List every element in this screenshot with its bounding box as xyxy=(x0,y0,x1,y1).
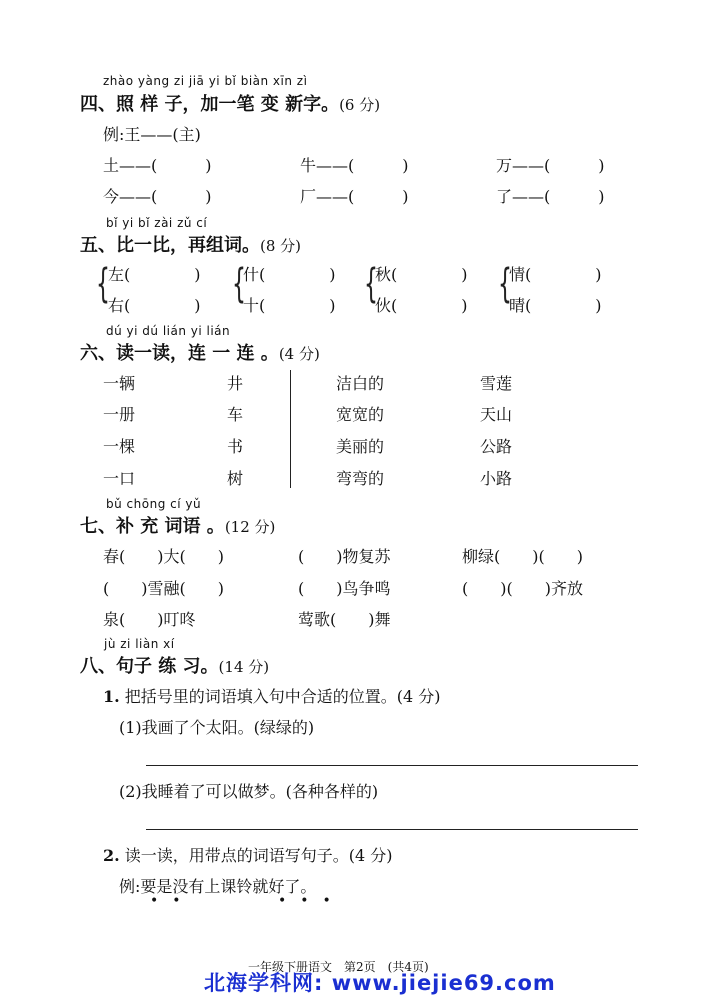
question-1-a: (1)我画了个太阳。(绿绿的) xyxy=(119,718,315,737)
pair4-top[interactable]: 情( ) xyxy=(509,265,602,284)
match-left-item[interactable]: 一辆 xyxy=(103,374,136,393)
section6-points: (4 分) xyxy=(278,345,320,363)
section6-title-text: 六、读一读，连 一 连 。 xyxy=(80,343,279,364)
match-right-item[interactable]: 天山 xyxy=(480,405,513,424)
match-right-item[interactable]: 小路 xyxy=(480,469,513,488)
divider-line xyxy=(290,370,291,488)
brace-icon: { xyxy=(364,261,378,307)
answer-line[interactable] xyxy=(146,829,638,830)
pair1-top[interactable]: 左( ) xyxy=(108,265,201,284)
section4-pinyin: zhào yàng zi jiā yi bǐ biàn xīn zì xyxy=(103,74,308,88)
question-2 xyxy=(103,843,393,866)
emphasis-dots: • • xyxy=(150,893,181,909)
fill-item[interactable]: 泉( )叮咚 xyxy=(103,610,196,629)
section4-item-1[interactable]: 土——( ) xyxy=(103,156,212,175)
answer-line[interactable] xyxy=(146,765,638,766)
section8-pinyin: jù zi liàn xí xyxy=(104,637,175,651)
question-1-b: (2)我睡着了可以做梦。(各种各样的) xyxy=(119,782,379,801)
section8-points: (14 分) xyxy=(218,658,270,676)
match-left-item[interactable]: 洁白的 xyxy=(336,374,385,393)
section4-title xyxy=(80,90,380,116)
section4-item-4[interactable]: 今——( ) xyxy=(103,187,212,206)
fill-item[interactable]: 柳绿( )( ) xyxy=(462,547,583,566)
watermark-text: 北海学科网: www.jiejie69.com xyxy=(204,971,556,995)
section5-pinyin: bǐ yi bǐ zài zǔ cí xyxy=(106,216,208,230)
question-2-number: 2. xyxy=(103,846,120,865)
section8-title-text: 八、句子 练 习。 xyxy=(80,656,219,677)
match-left-item[interactable]: 弯弯的 xyxy=(336,469,385,488)
fill-item[interactable]: ( )物复苏 xyxy=(298,547,391,566)
match-right-item[interactable]: 车 xyxy=(227,405,244,424)
section6-pinyin: dú yi dú lián yi lián xyxy=(106,324,231,338)
section4-item-5[interactable]: 厂——( ) xyxy=(300,187,409,206)
match-left-item[interactable]: 一册 xyxy=(103,405,136,424)
section7-title-text: 七、补 充 词语 。 xyxy=(80,516,225,537)
pair3-bottom[interactable]: 伙( ) xyxy=(375,296,468,315)
brace-icon: { xyxy=(96,261,110,307)
match-left-item[interactable]: 美丽的 xyxy=(336,437,385,456)
match-left-item[interactable]: 一棵 xyxy=(103,437,136,456)
fill-item[interactable]: ( )( )齐放 xyxy=(462,579,583,598)
fill-item[interactable]: 莺歌( )舞 xyxy=(298,610,391,629)
section4-item-6[interactable]: 了——( ) xyxy=(496,187,605,206)
match-right-item[interactable]: 树 xyxy=(227,469,244,488)
section4-item-2[interactable]: 牛——( ) xyxy=(300,156,409,175)
brace-icon: { xyxy=(498,261,512,307)
fill-item[interactable]: ( )雪融( ) xyxy=(103,579,224,598)
match-left-item[interactable]: 宽宽的 xyxy=(336,405,385,424)
section4-title-text: 四、照 样 子，加一笔 变 新字。 xyxy=(80,94,340,115)
emphasis-dots: • • • xyxy=(278,893,331,909)
section5-points: (8 分) xyxy=(260,237,302,255)
question-2-example: 例:要是没有上课铃就好了。 xyxy=(119,877,317,896)
match-right-item[interactable]: 书 xyxy=(227,437,244,456)
fill-item[interactable]: 春( )大( ) xyxy=(103,547,224,566)
pair2-bottom[interactable]: 十( ) xyxy=(243,296,336,315)
section5-title xyxy=(80,231,301,257)
brace-icon: { xyxy=(232,261,246,307)
section7-pinyin: bǔ chōng cí yǔ xyxy=(106,497,202,511)
pair2-top[interactable]: 什( ) xyxy=(243,265,336,284)
section4-item-3[interactable]: 万——( ) xyxy=(496,156,605,175)
pair1-bottom[interactable]: 右( ) xyxy=(108,296,201,315)
match-right-item[interactable]: 雪莲 xyxy=(480,374,513,393)
section7-title xyxy=(80,512,275,538)
page-footer: 一年级下册语文 第2页 (共4页) xyxy=(248,960,429,974)
question-2-text: 读一读，用带点的词语写句子。(4 分) xyxy=(124,846,393,865)
question-1-number: 1. xyxy=(103,687,120,706)
section5-title-text: 五、比一比，再组词。 xyxy=(80,235,260,256)
section7-points: (12 分) xyxy=(224,518,276,536)
section4-points: (6 分) xyxy=(339,96,381,114)
match-right-item[interactable]: 公路 xyxy=(480,437,513,456)
section6-title xyxy=(80,339,320,365)
question-1-text: 把括号里的词语填入句中合适的位置。(4 分) xyxy=(124,687,441,706)
pair3-top[interactable]: 秋( ) xyxy=(375,265,468,284)
fill-item[interactable]: ( )鸟争鸣 xyxy=(298,579,391,598)
question-1 xyxy=(103,684,441,707)
section4-example: 例:王——(主) xyxy=(103,125,201,144)
match-right-item[interactable]: 井 xyxy=(227,374,244,393)
pair4-bottom[interactable]: 晴( ) xyxy=(509,296,602,315)
section8-title xyxy=(80,652,269,678)
match-left-item[interactable]: 一口 xyxy=(103,469,136,488)
